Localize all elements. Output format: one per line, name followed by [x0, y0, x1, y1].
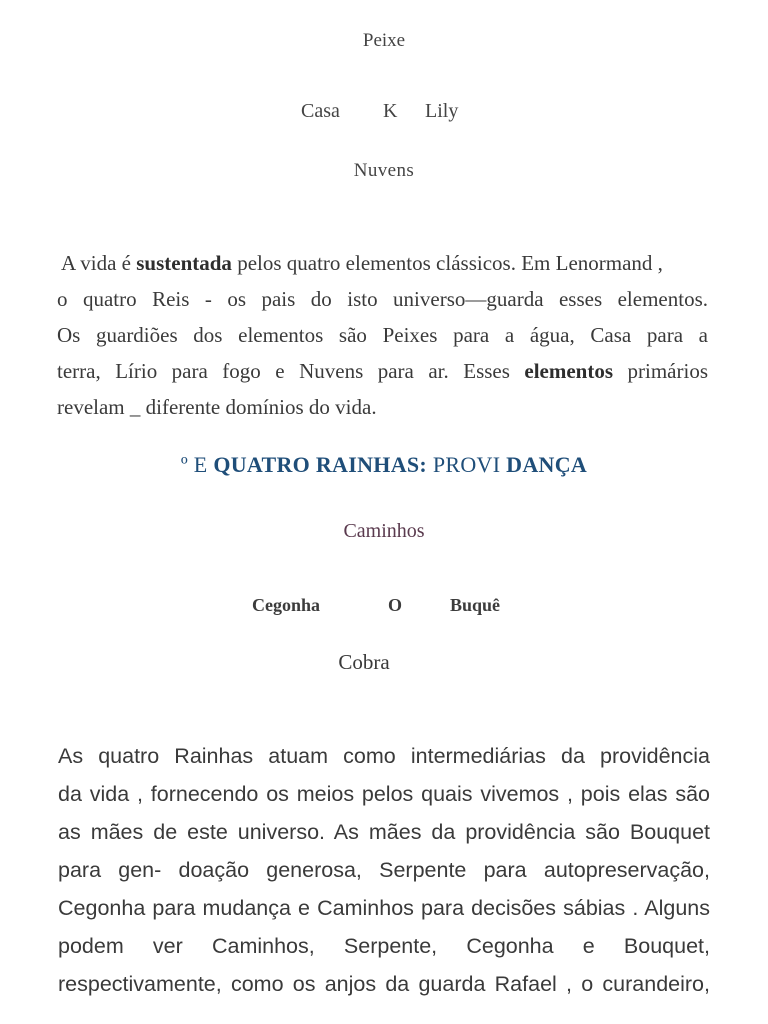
paragraph-line: A vida é sustentada pelos quatro elementos clássicos. Em Lenormand ,: [61, 251, 663, 275]
elements-paragraph: [57, 245, 708, 425]
queens-right-card: Buquê: [450, 595, 501, 615]
kings-top-card: Peixe: [362, 30, 406, 51]
queens-center-label: O: [388, 595, 403, 615]
paragraph-line: revelam _ diferente domínios do vida.: [57, 395, 377, 419]
queens-left-card: Cegonha: [252, 595, 321, 615]
paragraph-line: podem ver Caminhos, Serpente, Cegonha e Bouquet,: [58, 934, 710, 958]
paragraph-line: Cegonha para mudança e Caminhos para decisões sábias . Alguns: [58, 896, 710, 920]
paragraph-line: o quatro Reis - os pais do isto universo—guarda esses elementos.: [57, 287, 708, 311]
kings-center-label: K: [383, 100, 398, 122]
queens-bottom-card: Cobra: [338, 650, 390, 674]
kings-right-card: Lily: [425, 100, 459, 122]
paragraph-line: Os guardiões dos elementos são Peixes para a água, Casa para a: [57, 323, 708, 347]
queens-paragraph: [58, 737, 710, 1003]
paragraph-line: terra, Lírio para fogo e Nuvens para ar. Esses elementos primários: [57, 359, 709, 383]
paragraph-line: As quatro Rainhas atuam como intermediárias da providência: [58, 744, 710, 768]
paragraph-line: da vida , fornecendo os meios pelos quais vivemos , pois elas são: [58, 782, 710, 806]
paragraph-line: respectivamente, como os anjos da guarda Rafael , o curandeiro,: [58, 972, 710, 996]
paragraph-line: para gen- doação generosa, Serpente para autopreservação,: [58, 858, 710, 882]
paragraph-line: as mães de este universo. As mães da providência são Bouquet: [58, 820, 710, 844]
section-title: º E QUATRO RAINHAS: PROVI DANÇA: [180, 452, 588, 477]
queens-top-card: Caminhos: [343, 520, 425, 542]
kings-left-card: Casa: [301, 100, 340, 122]
kings-bottom-card: Nuvens: [353, 160, 415, 181]
